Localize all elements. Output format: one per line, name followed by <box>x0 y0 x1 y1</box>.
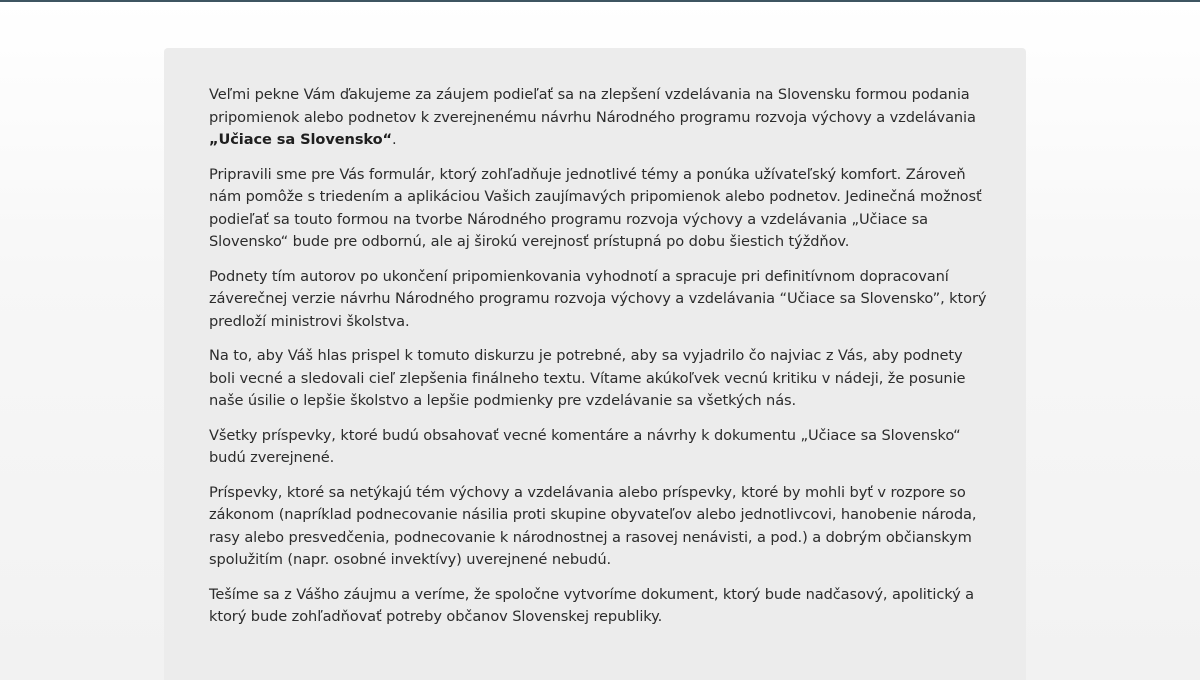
paragraph-form: Pripravili sme pre Vás formulár, ktorý zohľadňuje jednotlivé témy a ponúka užívateľský komfort. Zároveň nám pomôže s triedením a aplikáciou Vašich zaujímavých pripomienok alebo podnetov. Jedinečná možnosť podieľať sa touto formou na tvorbe Národného programu rozvoja výchovy a vzdelávania „Učiace sa Slovensko“ bude pre odbornú, ale aj širokú verejnosť prístupná po dobu šiestich týždňov. <box>209 165 982 250</box>
paragraph-evaluation: Podnety tím autorov po ukončení pripomienkovania vyhodnotí a spracuje pri definitívnom dopracovaní záverečnej verzie návrhu Národného programu rozvoja výchovy a vzdelávania “Učiace sa Slovensko”, ktorý predloží ministrovi školstva. <box>209 267 987 330</box>
top-divider <box>0 0 1200 2</box>
program-name: „Učiace sa Slovensko“ <box>209 131 393 148</box>
intro-text: Veľmi pekne Vám ďakujeme za záujem podieľať sa na zlepšení vzdelávania na Slovensku formou podania pripomienok alebo podnetov k zverejnenému návrhu Národného programu rozvoja výchovy a vzdelávania <box>209 86 976 126</box>
paragraph-participation: Na to, aby Váš hlas prispel k tomuto diskurzu je potrebné, aby sa vyjadrilo čo najviac z Vás, aby podnety boli vecné a sledovali cieľ zlepšenia finálneho textu. Vítame akúkoľvek vecnú kritiku v nádeji, že posunie naše úsilie o lepšie školstvo a lepšie podmienky pre vzdelávanie sa všetkých nás. <box>209 347 966 409</box>
paragraph-publication: Všetky príspevky, ktoré budú obsahovať vecné komentáre a návrhy k dokumentu „Učiace sa Slovensko“ budú zverejnené. <box>209 426 961 466</box>
paragraph-closing: Tešíme sa z Vášho záujmu a veríme, že spoločne vytvoríme dokument, ktorý bude nadčasový, apolitický a ktorý bude zohľadňovať potreby občanov Slovenskej republiky. <box>209 585 974 625</box>
content-panel <box>164 48 1026 680</box>
intro-paragraph <box>209 84 989 152</box>
intro-end: . <box>392 131 397 148</box>
paragraph-moderation: Príspevky, ktoré sa netýkajú tém výchovy a vzdelávania alebo príspevky, ktoré by mohli byť v rozpore so zákonom (napríklad podnecovanie násilia proti skupine obyvateľov alebo jednotlivcovi, hanobenie národa, rasy alebo presvedčenia, podnecovanie k národnostnej a rasovej nenávisti, a pod.) a dobrým občianskym spolužitím (napr. osobné invektívy) uverejnené nebudú. <box>209 483 977 568</box>
